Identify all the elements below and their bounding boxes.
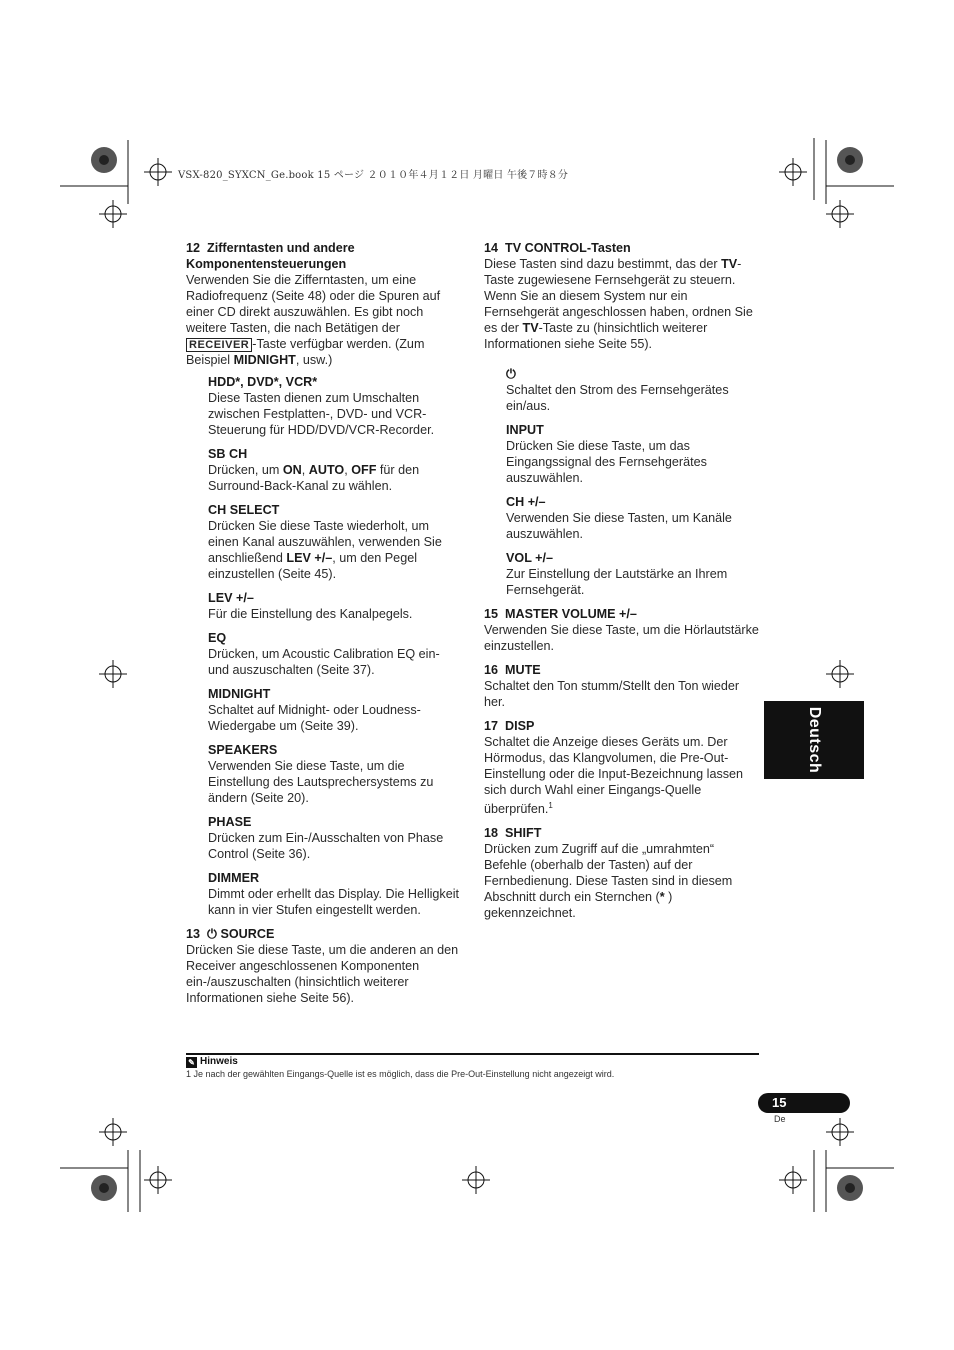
item-tv-power: ⏻ Schaltet den Strom des Fernsehgerätes ein/aus. (506, 366, 760, 414)
section-18: 18 SHIFT Drücken zum Zugriff auf die „umrahmten“ Befehle (oberhalb der Tasten) auf der Fernbedienung. Diese Tasten sind in diesem Abschnitt durch ein Sternchen (* ) gekennzeichnet. (484, 826, 733, 921)
section-12-body: Verwenden Sie die Zifferntasten, um eine Radiofrequenz (Seite 48) oder die Spuren auf einer CD direkt auszuwählen. Es gibt noch weitere Tasten, die nach Betätigen der RECEIVER -Taste verfügbar werden. (Zum Beispiel MIDNIGHT, usw.) (186, 273, 441, 367)
section-14: 14 TV CONTROL-Tasten Diese Tasten sind dazu bestimmt, das der TV-Taste zugewiesene Fernsehgerät zu steuern. Wenn Sie an diesem System nur ein Fernsehgerät angeschlossen haben, ordnen Sie es der TV-Taste zu (hinsichtlich weiterer Informationen siehe Seite 55). (484, 241, 753, 351)
language-tab-label: Deutsch (806, 706, 823, 774)
section-13: 13 ⏻ SOURCE Drücken Sie diese Taste, um die anderen an den Receiver angeschlossenen Komponenten ein-/auszuschalten (hinsichtlich weiterer Informationen siehe Seite 56). (186, 927, 459, 1005)
item-ch-select: CH SELECT Drücken Sie diese Taste wiederholt, um einen Kanal auszuwählen, verwenden Sie anschließend LEV +/–, um den Pegel einzustellen (Seite 45). (208, 503, 442, 581)
item-phase: PHASE Drücken zum Ein-/Ausschalten von Phase Control (Seite 36). (208, 815, 444, 861)
print-file-header: VSX-820_SYXCN_Ge.book 15 ページ ２０１０年４月１２日 月曜日 午後７時８分 (178, 170, 569, 181)
page-number: 15 (758, 1093, 850, 1113)
receiver-key-label: RECEIVER (186, 338, 252, 352)
item-midnight: MIDNIGHT Schaltet auf Midnight- oder Loudness-Wiedergabe um (Seite 39). (208, 687, 421, 733)
section-16: 16 MUTE Schaltet den Ton stumm/Stellt den Ton wieder her. (484, 663, 740, 709)
footnote-text: 1 Je nach der gewählten Eingangs-Quelle ist es möglich, dass die Pre-Out-Einstellung nicht angezeigt wird. (186, 1069, 615, 1079)
item-vol: VOL +/– Zur Einstellung der Lautstärke an Ihrem Fernsehgerät. (506, 551, 728, 597)
power-icon: ⏻ (207, 927, 217, 941)
section-12 (186, 240, 462, 368)
left-column (186, 240, 462, 1012)
item-lev: LEV +/– Für die Einstellung des Kanalpegels. (208, 591, 413, 621)
item-sb-ch: SB CH Drücken, um ON, AUTO, OFF für den Surround-Back-Kanal zu wählen. (208, 447, 420, 493)
section-17: 17 DISP Schaltet die Anzeige dieses Geräts um. Der Hörmodus, das Klangvolumen, die Pre-Out-Einstellung oder die Input-Bezeichnung lassen sich durch Wahl einer Eingangs-Quelle überprüfen.$^1$ (484, 719, 744, 817)
language-side-tab (764, 701, 864, 779)
item-input: INPUT Drücken Sie diese Taste, um das Eingangssignal des Fernsehgerätes auszuwählen. (506, 423, 707, 485)
note-heading: ✎ Hinweis (186, 1056, 238, 1068)
power-icon: ⏻ (506, 367, 516, 381)
item-ch: CH +/– Verwenden Sie diese Tasten, um Kanäle auszuwählen. (506, 495, 732, 541)
note-icon: ✎ (186, 1057, 197, 1068)
section-12-heading: 12 Zifferntasten und andere Komponentensteuerungen (186, 241, 355, 271)
item-eq: EQ Drücken, um Acoustic Calibration EQ ein- und auszuschalten (Seite 37). (208, 631, 440, 677)
item-hdd-dvd-vcr: HDD*, DVD*, VCR* Diese Tasten dienen zum Umschalten zwischen Festplatten-, DVD- und VCR-Steuerung für HDD/DVD/VCR-Recorder. (208, 375, 435, 437)
right-column (484, 240, 760, 929)
item-speakers: SPEAKERS Verwenden Sie diese Taste, um die Einstellung des Lautsprechersystems zu ändern (Seite 20). (208, 743, 434, 805)
page-language: De (774, 1114, 786, 1124)
footnote-divider (186, 1053, 759, 1055)
item-dimmer: DIMMER Dimmt oder erhellt das Display. Die Helligkeit kann in vier Stufen eingestellt werden. (208, 871, 460, 917)
section-15: 15 MASTER VOLUME +/– Verwenden Sie diese Taste, um die Hörlautstärke einzustellen. (484, 607, 759, 653)
